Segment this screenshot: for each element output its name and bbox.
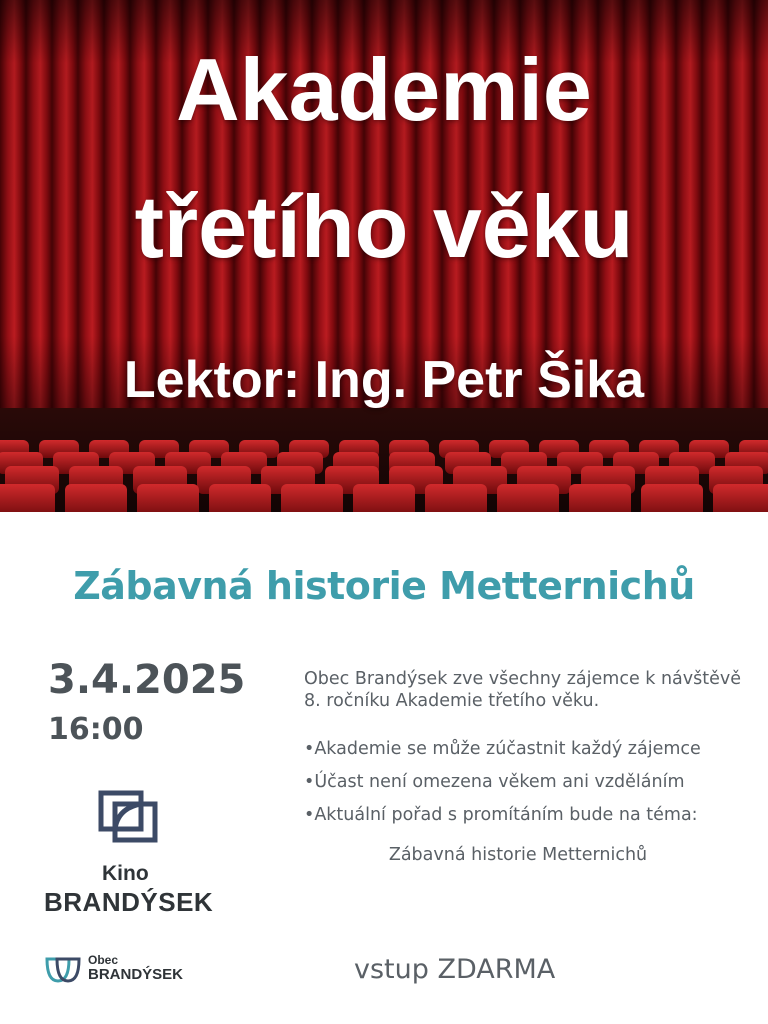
event-description — [304, 668, 744, 866]
obec-logo-text-bottom: BRANDÝSEK — [88, 966, 184, 983]
seat — [281, 484, 343, 512]
entry-fee-note: vstup ZDARMA — [354, 954, 556, 985]
seat — [0, 484, 55, 512]
seat — [353, 484, 415, 512]
event-date: 3.4.2025 — [48, 657, 246, 703]
kino-logo-text-bottom: BRANDÝSEK — [44, 887, 214, 917]
intro-text: Obec Brandýsek zve všechny zájemce k návštěvě 8. ročníku Akademie třetího věku. — [304, 669, 742, 711]
bullet-list — [304, 738, 744, 826]
obec-logo-icon — [44, 954, 82, 984]
title-line-2: třetího věku — [134, 177, 634, 276]
kino-logo-icon — [98, 790, 158, 846]
event-time: 16:00 — [48, 712, 144, 747]
seat — [569, 484, 631, 512]
seat — [137, 484, 199, 512]
seat — [209, 484, 271, 512]
kino-logo-text-top: Kino — [102, 862, 149, 885]
seat — [65, 484, 127, 512]
seat — [713, 484, 768, 512]
bullet-item: •Účast není omezena věkem ani vzděláním — [304, 772, 685, 792]
seat — [425, 484, 487, 512]
event-subtitle: Zábavná historie Metternichů — [73, 564, 695, 608]
title-line-1: Akademie — [176, 40, 592, 139]
bullet-item: •Aktuální pořad s promítáním bude na téma: — [304, 805, 698, 825]
lecturer-name: Lektor: Ing. Petr Šika — [123, 351, 645, 409]
obec-logo-text-top: Obec — [88, 953, 119, 967]
seat — [641, 484, 703, 512]
bullet-item: •Akademie se může zúčastnit každý zájemce — [304, 739, 701, 759]
topic-text: Zábavná historie Metternichů — [388, 845, 648, 865]
seat — [497, 484, 559, 512]
